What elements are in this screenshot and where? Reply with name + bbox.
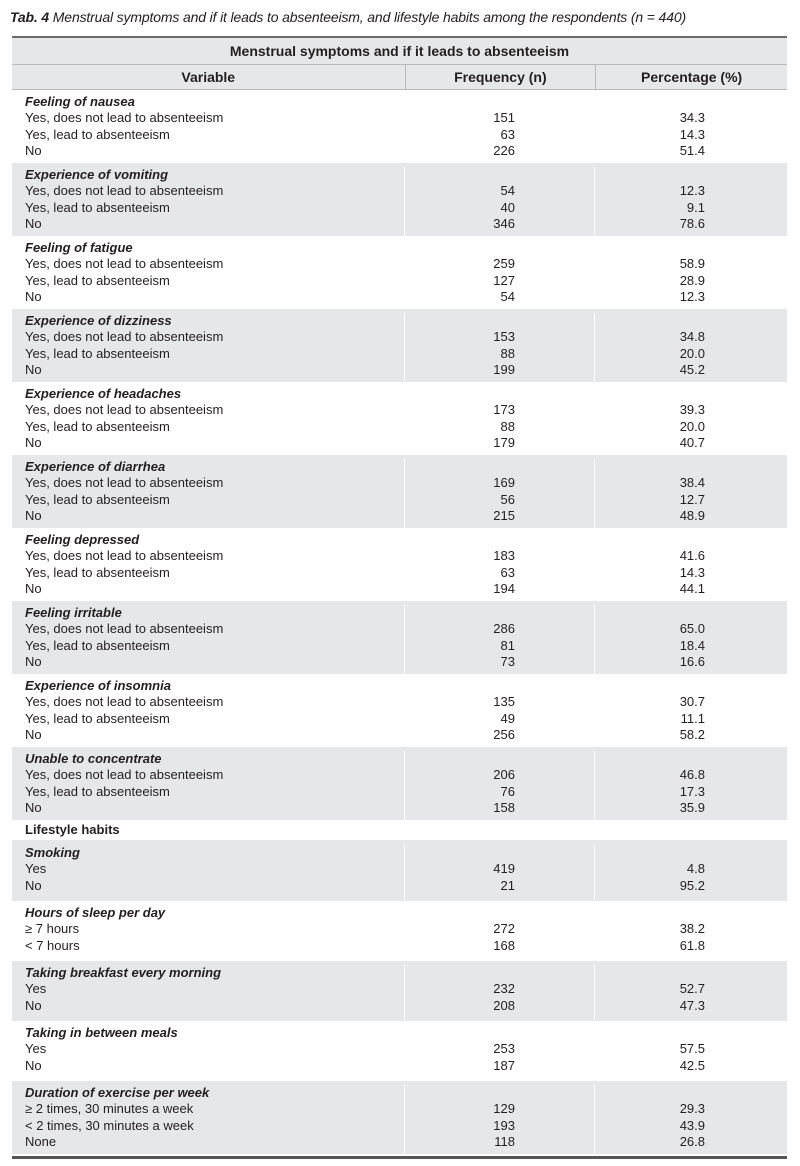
row-percentage: 39.3	[679, 402, 705, 418]
variable-cell	[12, 459, 405, 528]
row-frequency: 206	[493, 767, 515, 783]
table-row-group	[12, 1081, 787, 1154]
table-row-group	[12, 901, 787, 961]
row-percentage: 28.9	[679, 272, 705, 288]
variable-cell	[12, 167, 405, 236]
row-label: Yes, lead to absenteeism	[25, 783, 170, 799]
percentage-cell	[595, 94, 787, 163]
table-row-group	[12, 90, 787, 163]
row-label: Yes, does not lead to absenteeism	[25, 621, 224, 637]
percentage-cell	[595, 678, 787, 747]
frequency-cell	[405, 905, 595, 961]
column-header-frequency: Frequency (n)	[406, 65, 597, 89]
row-frequency: 187	[493, 1057, 515, 1073]
row-frequency: 193	[493, 1117, 515, 1133]
row-percentage: 29.3	[679, 1101, 705, 1117]
group-title: Taking in between meals	[25, 1025, 178, 1040]
group-title: Taking breakfast every morning	[25, 965, 222, 980]
variable-cell	[12, 965, 405, 1021]
row-label: Yes, lead to absenteeism	[25, 199, 170, 215]
row-label: Yes, does not lead to absenteeism	[25, 694, 224, 710]
row-percentage: 46.8	[679, 767, 705, 783]
table-row-group	[12, 1021, 787, 1081]
row-percentage: 61.8	[679, 937, 705, 953]
row-frequency: 253	[493, 1041, 515, 1057]
percentage-cell	[595, 845, 787, 901]
row-frequency: 63	[500, 126, 515, 142]
row-frequency: 232	[493, 981, 515, 997]
percentage-cell	[595, 459, 787, 528]
row-label: < 2 times, 30 minutes a week	[25, 1117, 194, 1133]
row-percentage: 42.5	[679, 1057, 705, 1073]
row-percentage: 95.2	[679, 877, 705, 893]
table-row-group	[12, 528, 787, 601]
row-label: No	[25, 997, 42, 1013]
row-percentage: 47.3	[679, 997, 705, 1013]
frequency-cell	[405, 965, 595, 1021]
row-frequency: 21	[500, 877, 515, 893]
row-percentage: 9.1	[686, 199, 705, 215]
row-frequency: 88	[500, 345, 515, 361]
frequency-cell	[405, 1085, 595, 1154]
row-label: Yes	[25, 981, 47, 997]
row-label: Yes, does not lead to absenteeism	[25, 183, 224, 199]
frequency-cell	[405, 1025, 595, 1081]
row-label: Yes, lead to absenteeism	[25, 272, 170, 288]
row-label: Yes, does not lead to absenteeism	[25, 548, 224, 564]
row-label: Yes, lead to absenteeism	[25, 637, 170, 653]
column-header-variable: Variable	[12, 65, 406, 89]
symptom-groups	[12, 90, 787, 820]
table-row-group	[12, 747, 787, 820]
table-main-header: Menstrual symptoms and if it leads to absenteeism	[12, 38, 787, 65]
row-label: Yes, lead to absenteeism	[25, 564, 170, 580]
table-caption	[10, 8, 686, 26]
row-label: Yes, does not lead to absenteeism	[25, 110, 224, 126]
variable-cell	[12, 845, 405, 901]
group-title: Experience of insomnia	[25, 678, 171, 693]
row-frequency: 88	[500, 418, 515, 434]
table-row-group	[12, 236, 787, 309]
row-label: < 7 hours	[25, 937, 80, 953]
row-label: No	[25, 877, 42, 893]
percentage-cell	[595, 1025, 787, 1081]
group-title: Feeling depressed	[25, 532, 140, 547]
table-row-group	[12, 961, 787, 1021]
frequency-cell	[405, 167, 595, 236]
row-frequency: 158	[493, 800, 515, 816]
row-frequency: 118	[494, 1134, 515, 1150]
row-frequency: 179	[493, 435, 515, 451]
row-label: No	[25, 435, 42, 451]
row-percentage: 48.9	[679, 508, 705, 524]
variable-cell	[12, 1085, 405, 1154]
percentage-cell	[595, 965, 787, 1021]
row-label: ≥ 2 times, 30 minutes a week	[25, 1101, 194, 1117]
variable-cell	[12, 313, 405, 382]
row-label: Yes, lead to absenteeism	[25, 418, 170, 434]
row-frequency: 63	[500, 564, 515, 580]
row-frequency: 208	[493, 997, 515, 1013]
table-label: Tab. 4	[10, 9, 50, 25]
table-row-group	[12, 674, 787, 747]
percentage-cell	[595, 532, 787, 601]
row-percentage: 34.3	[679, 110, 705, 126]
variable-cell	[12, 751, 405, 820]
row-percentage: 18.4	[679, 637, 705, 653]
variable-cell	[12, 605, 405, 674]
group-title: Smoking	[25, 845, 80, 860]
row-label: Yes, lead to absenteeism	[25, 710, 170, 726]
row-frequency: 346	[493, 216, 515, 232]
row-frequency: 256	[493, 727, 515, 743]
frequency-cell	[405, 605, 595, 674]
row-frequency: 419	[493, 861, 515, 877]
row-frequency: 56	[500, 491, 515, 507]
row-label: ≥ 7 hours	[25, 921, 80, 937]
row-label: Yes	[25, 1041, 47, 1057]
row-frequency: 286	[493, 621, 515, 637]
percentage-cell	[595, 605, 787, 674]
row-percentage: 30.7	[679, 694, 705, 710]
percentage-cell	[595, 386, 787, 455]
table-row-group	[12, 841, 787, 901]
row-percentage: 58.9	[679, 256, 705, 272]
row-percentage: 57.5	[679, 1041, 705, 1057]
column-header-row	[12, 65, 787, 90]
row-percentage: 20.0	[679, 418, 705, 434]
row-frequency: 49	[500, 710, 515, 726]
row-percentage: 26.8	[679, 1134, 705, 1150]
row-label: No	[25, 1057, 42, 1073]
frequency-cell	[405, 459, 595, 528]
variable-cell	[12, 532, 405, 601]
group-title: Experience of diarrhea	[25, 459, 166, 474]
row-percentage: 4.8	[686, 861, 705, 877]
group-title: Feeling irritable	[25, 605, 122, 620]
row-percentage: 20.0	[679, 345, 705, 361]
group-title: Experience of headaches	[25, 386, 182, 401]
row-label: Yes, lead to absenteeism	[25, 491, 170, 507]
frequency-cell	[405, 240, 595, 309]
row-frequency: 173	[493, 402, 515, 418]
percentage-cell	[595, 1085, 787, 1154]
frequency-cell	[405, 386, 595, 455]
percentage-cell	[595, 240, 787, 309]
variable-cell	[12, 1025, 405, 1081]
group-title: Hours of sleep per day	[25, 905, 166, 920]
row-percentage: 16.6	[679, 654, 705, 670]
row-frequency: 40	[500, 199, 515, 215]
table-row-group	[12, 601, 787, 674]
frequency-cell	[405, 94, 595, 163]
row-percentage: 11.1	[680, 710, 705, 726]
table-row-group	[12, 163, 787, 236]
row-frequency: 151	[493, 110, 515, 126]
group-title: Duration of exercise per week	[25, 1085, 210, 1100]
frequency-cell	[405, 845, 595, 901]
row-label: None	[25, 1134, 57, 1150]
row-percentage: 17.3	[679, 783, 705, 799]
variable-cell	[12, 240, 405, 309]
group-title: Feeling of nausea	[25, 94, 135, 109]
row-label: Yes, does not lead to absenteeism	[25, 767, 224, 783]
row-frequency: 127	[493, 272, 515, 288]
row-percentage: 58.2	[679, 727, 705, 743]
group-title: Experience of vomiting	[25, 167, 169, 182]
percentage-cell	[595, 167, 787, 236]
row-percentage: 65.0	[679, 621, 705, 637]
percentage-cell	[595, 751, 787, 820]
table-row-group	[12, 455, 787, 528]
row-percentage: 44.1	[679, 581, 705, 597]
row-percentage: 40.7	[679, 435, 705, 451]
row-percentage: 35.9	[679, 800, 705, 816]
percentage-cell	[595, 905, 787, 961]
row-label: No	[25, 727, 42, 743]
row-percentage: 12.3	[679, 183, 705, 199]
variable-cell	[12, 905, 405, 961]
row-label: No	[25, 508, 42, 524]
row-label: Yes, lead to absenteeism	[25, 345, 170, 361]
percentage-cell	[595, 313, 787, 382]
row-frequency: 73	[500, 654, 515, 670]
row-label: Yes	[25, 861, 47, 877]
row-percentage: 45.2	[679, 362, 705, 378]
row-frequency: 272	[493, 921, 515, 937]
variable-cell	[12, 386, 405, 455]
variable-cell	[12, 678, 405, 747]
data-table	[12, 36, 787, 1159]
row-label: No	[25, 143, 42, 159]
row-label: No	[25, 581, 42, 597]
row-label: Yes, does not lead to absenteeism	[25, 329, 224, 345]
row-frequency: 194	[493, 581, 515, 597]
row-frequency: 129	[493, 1101, 515, 1117]
row-frequency: 259	[493, 256, 515, 272]
table-row-group	[12, 309, 787, 382]
row-percentage: 38.2	[679, 921, 705, 937]
lifestyle-groups	[12, 841, 787, 1154]
row-percentage: 51.4	[679, 143, 705, 159]
row-label: No	[25, 216, 42, 232]
row-frequency: 199	[493, 362, 515, 378]
row-label: No	[25, 654, 42, 670]
row-frequency: 54	[500, 289, 515, 305]
column-header-percentage: Percentage (%)	[641, 69, 743, 85]
row-frequency: 183	[493, 548, 515, 564]
row-frequency: 153	[493, 329, 515, 345]
row-percentage: 14.3	[679, 564, 705, 580]
group-title: Feeling of fatigue	[25, 240, 133, 255]
row-frequency: 168	[493, 937, 515, 953]
row-frequency: 226	[493, 143, 515, 159]
row-label: Yes, lead to absenteeism	[25, 126, 170, 142]
row-frequency: 81	[500, 637, 515, 653]
row-percentage: 14.3	[679, 126, 705, 142]
row-percentage: 43.9	[679, 1117, 705, 1133]
row-frequency: 135	[493, 694, 515, 710]
row-label: Yes, does not lead to absenteeism	[25, 256, 224, 272]
row-percentage: 38.4	[679, 475, 705, 491]
frequency-cell	[405, 532, 595, 601]
frequency-cell	[405, 751, 595, 820]
row-label: No	[25, 362, 42, 378]
row-label: No	[25, 800, 42, 816]
variable-cell	[12, 94, 405, 163]
group-title: Unable to concentrate	[25, 751, 162, 766]
row-percentage: 41.6	[679, 548, 705, 564]
row-label: Yes, does not lead to absenteeism	[25, 475, 224, 491]
lifestyle-section-header: Lifestyle habits	[12, 820, 787, 841]
frequency-cell	[405, 313, 595, 382]
row-percentage: 34.8	[679, 329, 705, 345]
row-frequency: 54	[500, 183, 515, 199]
group-title: Experience of dizziness	[25, 313, 172, 328]
table-caption-text: Menstrual symptoms and if it leads to absenteeism, and lifestyle habits among the respondents (n = 440)	[52, 9, 686, 25]
row-percentage: 78.6	[679, 216, 705, 232]
row-frequency: 215	[493, 508, 515, 524]
row-label: No	[25, 289, 42, 305]
row-percentage: 12.7	[679, 491, 705, 507]
row-percentage: 12.3	[679, 289, 705, 305]
row-label: Yes, does not lead to absenteeism	[25, 402, 224, 418]
row-percentage: 52.7	[679, 981, 705, 997]
row-frequency: 76	[500, 783, 515, 799]
frequency-cell	[405, 678, 595, 747]
table-row-group	[12, 382, 787, 455]
row-frequency: 169	[493, 475, 515, 491]
